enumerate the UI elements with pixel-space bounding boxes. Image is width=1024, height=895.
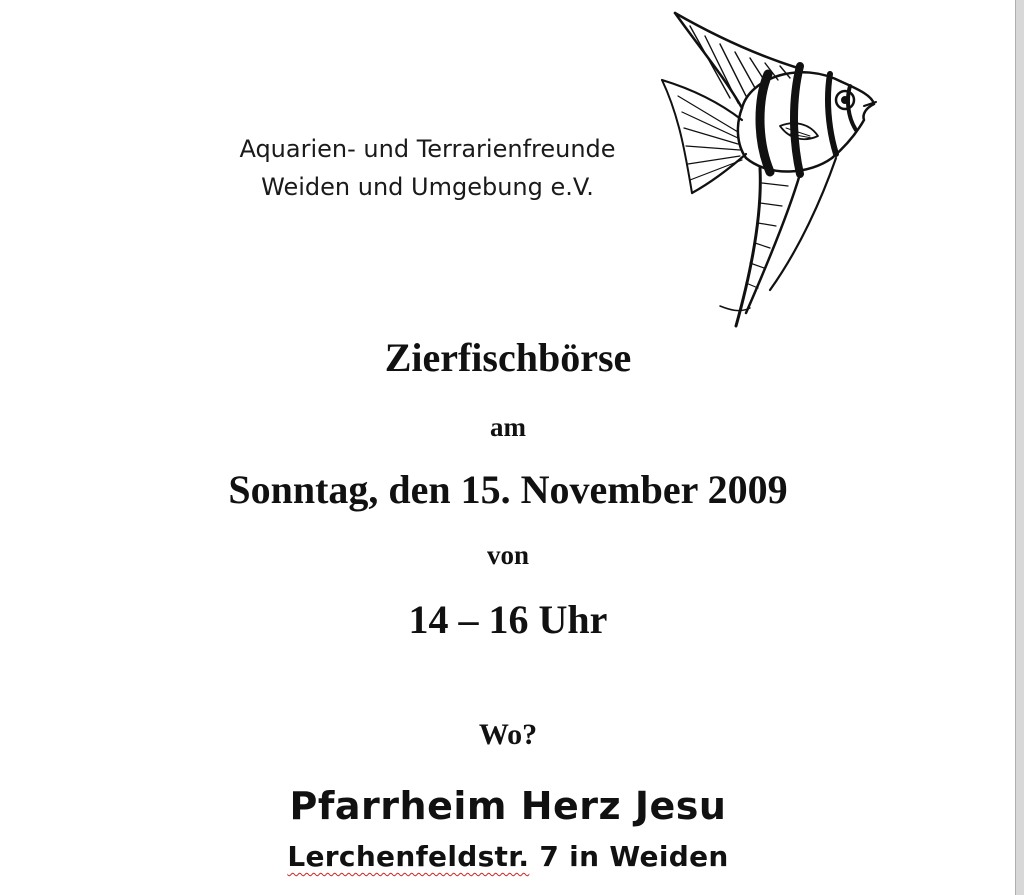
venue-street: Lerchenfeldstr. (287, 840, 530, 873)
event-von: von (486, 540, 530, 570)
event-time: 14 – 16 Uhr (408, 597, 608, 642)
club-name-line1: Aquarien- und Terrarienfreunde (239, 135, 616, 163)
event-date: Sonntag, den 15. November 2009 (228, 467, 788, 512)
page-edge (1015, 0, 1024, 895)
angelfish-icon (650, 8, 880, 333)
club-name (160, 130, 695, 206)
location-question: Wo? (478, 718, 538, 751)
venue-address (0, 840, 1016, 873)
venue-name: Pfarrheim Herz Jesu (289, 784, 727, 828)
club-name-line2: Weiden und Umgebung e.V. (261, 173, 594, 201)
event-title: Zierfischbörse (384, 335, 632, 380)
venue-address-rest: 7 in Weiden (529, 840, 729, 873)
event-am: am (490, 412, 526, 442)
